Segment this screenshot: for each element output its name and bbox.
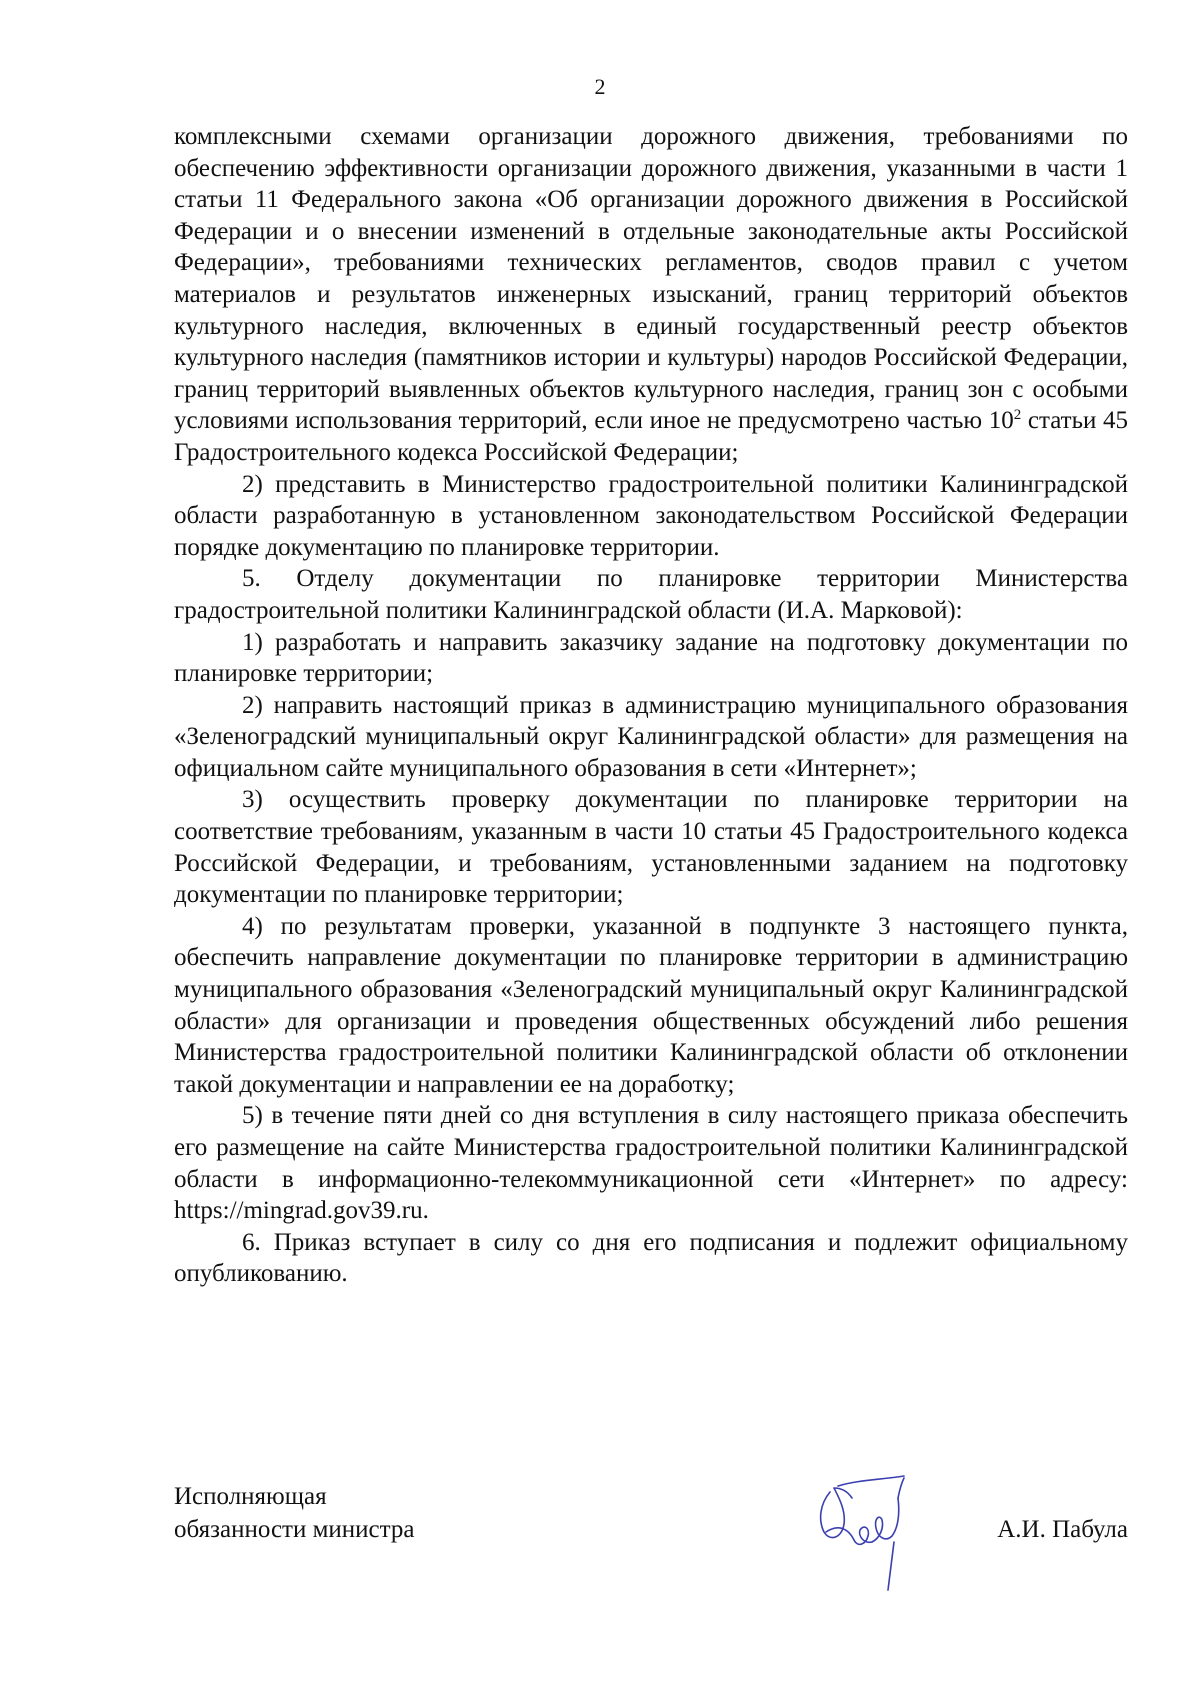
subitem-5-publish-online: 5) в течение пяти дней со дня вступления в силу настоящего приказа обеспечить его размещение на сайте Министерства градостроительной политики Калининградской области в информационно-телекоммуникационной сети «Интернет» по адресу: https://mingrad.gov39.ru.	[174, 1102, 1128, 1225]
signer-title-line: обязанности министра	[174, 1516, 415, 1543]
signer-title	[174, 1480, 414, 1546]
handwritten-signature	[808, 1458, 918, 1598]
document-body	[174, 121, 1128, 1290]
paragraph-text: статьи 45 Градостроительного кодекса Российской Федерации;	[174, 407, 1128, 466]
subitem-4-public-discussion: 4) по результатам проверки, указанной в подпункте 3 настоящего пункта, обеспечить направление документации по планировке территории в администрацию муниципального образования «Зеленоградский муниципальный округ Калининградской области» для организации и проведения общественных обсуждений либо решения Министерства градостроительной политики Калининградской области об отклонении такой документации и направлении ее на доработку;	[174, 912, 1128, 1098]
subitem-1-develop-task: 1) разработать и направить заказчику задание на подготовку документации по планировке территории;	[174, 628, 1128, 688]
signer-name: А.И. Пабула	[997, 1516, 1128, 1543]
signer-title-line: Исполняющая	[174, 1483, 327, 1510]
item-6-entry-into-force: 6. Приказ вступает в силу со дня его подписания и подлежит официальному опубликованию.	[174, 1228, 1128, 1288]
signature-block	[174, 1480, 1128, 1630]
subitem-2-send-order: 2) направить настоящий приказ в администрацию муниципального образования «Зеленоградский муниципальный округ Калининградской области» для размещения на официальном сайте муниципального образования в сети «Интернет»;	[174, 691, 1128, 782]
subitem-3-check-documentation: 3) осуществить проверку документации по планировке территории на соответствие требованиям, указанным в части 10 статьи 45 Градостроительного кодекса Российской Федерации, и требованиям, установленными заданием на подготовку документации по планировке территории;	[174, 786, 1128, 909]
item-5-department: 5. Отделу документации по планировке территории Министерства градостроительной политики Калининградской области (И.А. Марковой):	[174, 565, 1128, 624]
paragraph-continuation	[174, 121, 1128, 469]
paragraph-text: комплексными схемами организации дорожного движения, требованиями по обеспечению эффективности организации дорожного движения, указанными в части 1 статьи 11 Федерального закона «Об организации дорожного движения в Российской Федерации и о внесении изменений в отдельные законодательные акты Российской Федерации», требованиями технических регламентов, сводов правил с учетом материалов и результатов инженерных изысканий, границ территорий объектов культурного наследия, включенных в единый государственный реестр объектов культурного наследия (памятников истории и культуры) народов Российской Федерации, границ территорий выявленных объектов культурного наследия, границ зон с особыми условиями использования территорий, если иное не предусмотрено частью 10	[174, 123, 1128, 435]
signature-strokes	[821, 1476, 904, 1590]
subitem-2-submit: 2) представить в Министерство градостроительной политики Калининградской области разработанную в установленном законодательством Российской Федерации порядке документацию по планировке территории.	[174, 470, 1128, 561]
superscript: 2	[1013, 407, 1022, 424]
page-number: 2	[594, 74, 606, 99]
